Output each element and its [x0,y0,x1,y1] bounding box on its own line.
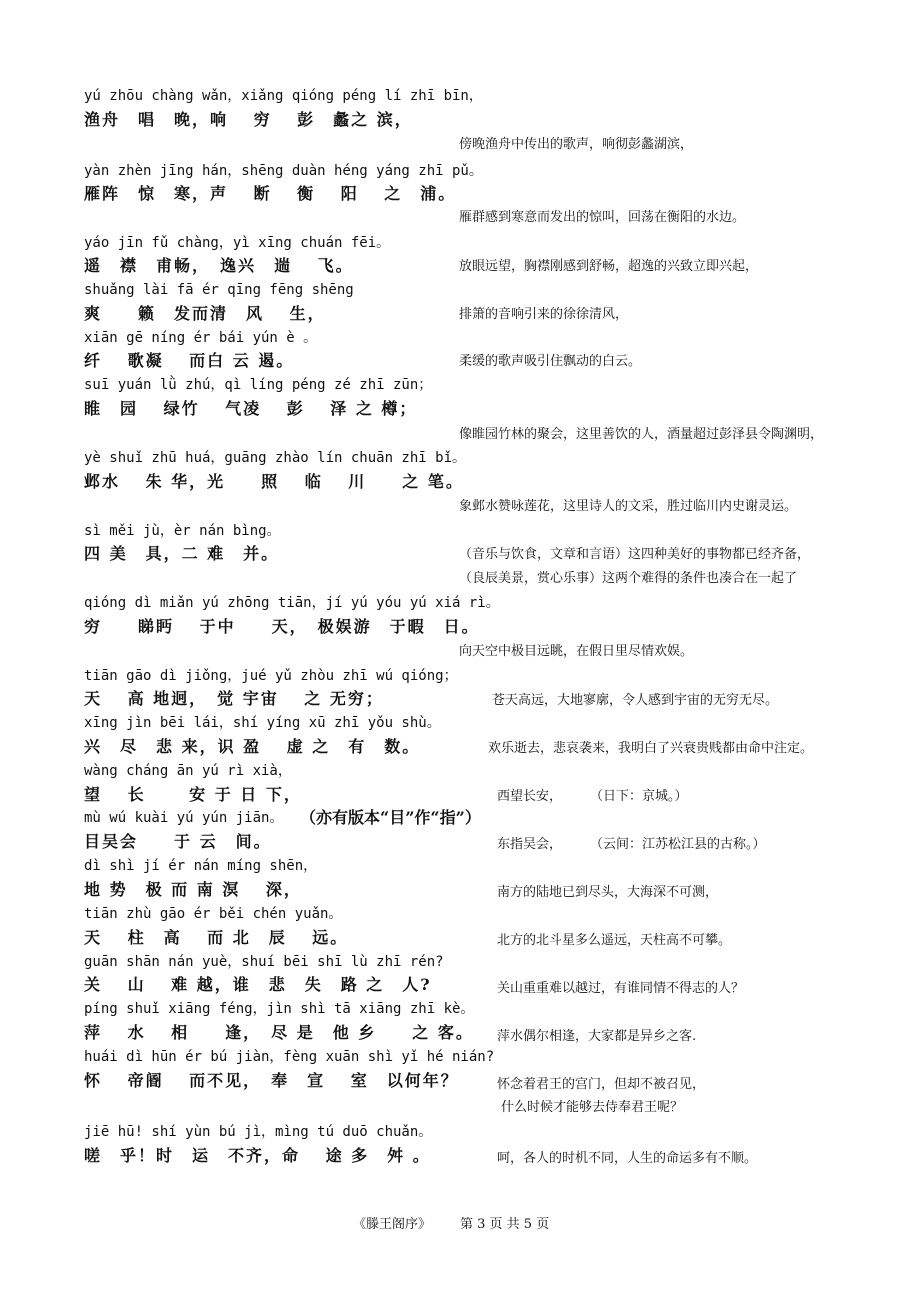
chinese-line: 萍 水 相 逢， 尽 是 他 乡 之 客。 [84,1023,474,1042]
chinese-line: 穷 睇眄 于中 天， 极娱游 于暇 日。 [84,617,480,636]
pinyin-line: shuǎng lài fā ér qīng fēng shēng [84,282,354,298]
translation-text: 萍水偶尔相逢，大家都是异乡之客. [497,1029,697,1044]
pinyin-line: xiān gē níng ér bái yún è 。 [84,330,318,346]
translation-text: 像睢园竹林的聚会，这里善饮的人，酒量超过彭泽县令陶渊明， [459,427,824,442]
chinese-line: 望 长 安 于 日 下， [84,785,302,804]
translation-note: （云间：江苏松江县的古称。） [590,837,766,852]
chinese-line: 目吴会 于 云 间。 [84,832,272,851]
pinyin-line: huái dì hūn ér bú jiàn，fèng xuān shì yǐ hé nián? [84,1049,495,1065]
translation-text: 向天空中极目远眺，在假日里尽情欢娱。 [459,644,694,659]
translation-text: 呵，各人的时机不同，人生的命运多有不顺。 [497,1151,758,1166]
pinyin-line: píng shuǐ xiāng féng，jìn shì tā xiāng zhī kè。 [84,1001,475,1017]
translation-text: 怀念着君王的宫门，但却不被召见， [497,1077,706,1092]
page-number: 第 3 页 共 5 页 [460,1217,550,1232]
translation-text: 什么时候才能够去侍奉君王呢？ [501,1100,684,1115]
chinese-line: 怀 帝阍 而不见， 奉 宣 室 以何年？ [84,1071,459,1090]
chinese-line: 睢 园 绿竹 气凌 彭 泽 之 樽； [84,399,418,418]
translation-text: 北方的北斗星多么遥远，天柱高不可攀。 [497,933,732,948]
chinese-line: 爽 籁 发而清 风 生， [84,304,326,323]
translation-text: 排箫的音响引来的徐徐清风， [459,307,629,322]
chinese-line: 渔舟 唱 晚，响 穷 彭 蠡之 滨， [84,110,413,129]
pinyin-line: sì měi jù，èr nán bìng。 [84,523,281,539]
pinyin-line: yáo jīn fǔ chàng，yì xīng chuán fēi。 [84,235,391,251]
chinese-line: 嗟 乎！时 运 不齐，命 途 多 舛 。 [84,1146,431,1165]
chinese-line: 天 高 地迥， 觉 宇宙 之 无穷； [84,689,384,708]
translation-text: 傍晚渔舟中传出的歌声，响彻彭蠡湖滨， [459,137,694,152]
translation-text: 放眼远望，胸襟刚感到舒畅，超逸的兴致立即兴起， [459,259,759,274]
chinese-line: 关 山 难 越，谁 悲 失 路 之 人? [84,975,432,994]
translation-text: 欢乐逝去，悲哀袭来，我明白了兴衰贵贱都由命中注定。 [488,741,814,756]
pinyin-line: yè shuǐ zhū huá，guāng zhào lín chuān zhī bǐ。 [84,450,467,466]
translation-text: 象邺水赞咏莲花，这里诗人的文采，胜过临川内史谢灵运。 [459,499,798,514]
chinese-line: 邺水 朱 华，光 照 临 川 之 笔。 [84,472,464,491]
pinyin-line: tiān gāo dì jiǒng，jué yǔ zhòu zhī wú qióng； [84,668,458,684]
pinyin-line: qióng dì miǎn yú zhōng tiān，jí yú yóu yú xiá rì。 [84,595,500,611]
pinyin-line: wàng cháng ān yú rì xià， [84,763,292,779]
pinyin-line: yàn zhèn jīng hán，shēng duàn héng yáng zhī pǔ。 [84,163,483,179]
pinyin-line: mù wú kuài yú yún jiān。 [84,810,284,826]
pinyin-line: guān shān nán yuè，shuí bēi shī lù zhī rén? [84,954,444,970]
translation-text: 南方的陆地已到尽头，大海深不可测， [497,885,719,900]
pinyin-line: jiē hū! shí yùn bú jì，mìng tú duō chuǎn。 [84,1124,433,1140]
chinese-line: 兴 尽 悲 来，识 盈 虚 之 有 数。 [84,737,421,756]
pinyin-line: xīng jìn bēi lái，shí yíng xū zhī yǒu shù。 [84,715,441,731]
translation-text: 东指吴会， [497,837,563,852]
chinese-line: 地 势 极 而 南 溟 深， [84,880,302,899]
chinese-line: 纤 歌凝 而白 云 遏。 [84,351,295,370]
pinyin-line: suī yuán lǜ zhú，qì líng péng zé zhī zūn； [84,377,433,393]
footer-title: 《滕王阁序》 [353,1217,432,1232]
chinese-line: 天 柱 高 而 北 辰 远。 [84,928,349,947]
translation-text: 雁群感到寒意而发出的惊叫，回荡在衡阳的水边。 [459,210,746,225]
chinese-line: 遥 襟 甫畅， 逸兴 遄 飞。 [84,256,354,275]
pinyin-line: tiān zhù gāo ér běi chén yuǎn。 [84,906,343,922]
version-note: （亦有版本“目”作“指”） [300,808,481,827]
translation-text: 柔缓的歌声吸引住飘动的白云。 [459,354,642,369]
translation-text: 苍天高远，大地寥廓，令人感到宇宙的无穷无尽。 [492,693,779,708]
translation-text: （良辰美景，赏心乐事）这两个难得的条件也凑合在一起了 [459,571,798,586]
translation-text: （音乐与饮食，文章和言语）这四种美好的事物都已经齐备， [459,547,811,562]
translation-text: 关山重重难以越过，有谁同情不得志的人？ [497,981,745,996]
pinyin-line: yú zhōu chàng wǎn，xiǎng qióng péng lí zhī bīn， [84,88,483,104]
pinyin-line: dì shì jí ér nán míng shēn， [84,858,318,874]
translation-text: 西望长安， [497,789,563,804]
translation-note: （日下：京城。） [590,789,688,804]
chinese-line: 雁阵 惊 寒，声 断 衡 阳 之 浦。 [84,184,457,203]
chinese-line: 四 美 具，二 难 并。 [84,544,280,563]
